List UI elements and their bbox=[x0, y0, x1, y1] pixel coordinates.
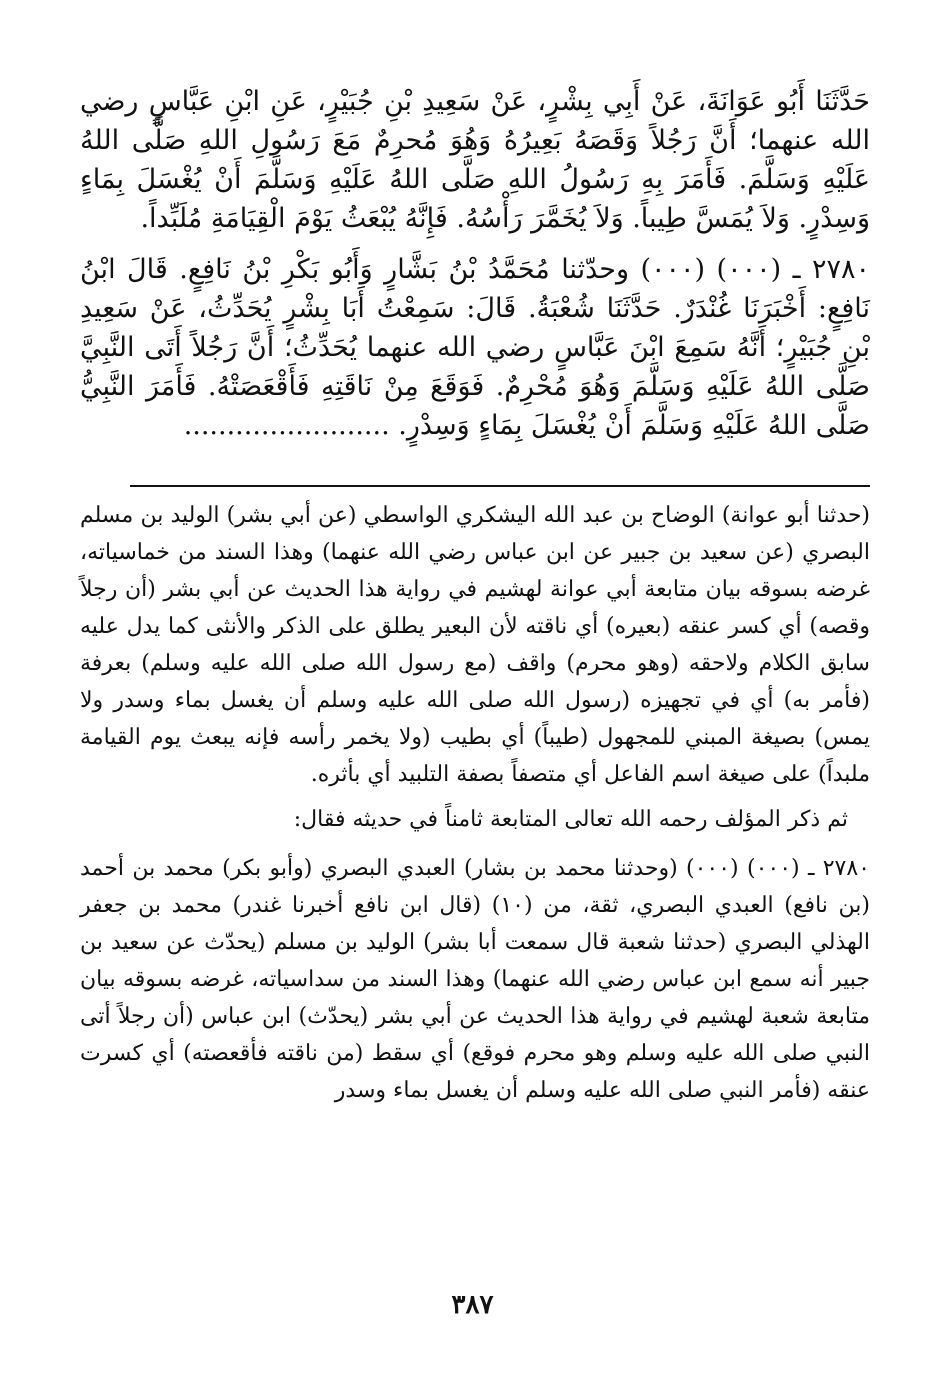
matn-hadith-a: حَدَّثَنَا أَبُو عَوَانَةَ، عَنْ أَبِي بِشْرٍ، عَنْ سَعِيدِ بْنِ جُبَيْرٍ، عَنِ ابْنِ عَبَّاسٍ رضي الله عنهما؛ أَنَّ رَجُلاً وَقَصَهُ بَعِيرُهُ وَهُوَ مُحرِمٌ مَعَ رَسُولِ اللهِ صَلَّى اللهُ عَلَيْهِ وَسَلَّمَ. فَأَمَرَ بِهِ رَسُولُ اللهِ صَلَّى اللهُ عَلَيْهِ وَسَلَّمَ أَنْ يُغْسَلَ بِمَاءٍ وَسِدْرٍ. وَلاَ يُمَسَّ طِيباً. وَلاَ يُخَمَّرَ رَأْسُهُ. فَإِنَّهُ يُبْعَثُ يَوْمَ الْقِيَامَةِ مُلَبِّداً. bbox=[80, 86, 870, 234]
sharh-paragraph-1: (حدثنا أبو عوانة) الوضاح بن عبد الله اليشكري الواسطي (عن أبي بشر) الوليد بن مسلم البصري (عن سعيد بن جبير عن ابن عباس رضي الله عنهما) وهذا السند من خماسياته، غرضه بسوقه بيان متابعة أبي عوانة لهشيم في رواية هذا الحديث عن أبي بشر (أن رجلاً وقصه) أي كسر عنقه (بعيره) أي ناقته لأن البعير يطلق على الذكر والأنثى كما يدل عليه سابق الكلام ولاحقه (وهو محرم) واقف (مع رسول الله صلى الله عليه وسلم) بعرفة (فأمر به) أي في تجهيزه (رسول الله صلى الله عليه وسلم أن يغسل بماء وسدر ولا يمس) بصيغة المبني للمجهول (طيباً) أي بطيب (ولا يخمر رأسه فإنه يبعث يوم القيامة ملبداً) على صيغة اسم الفاعل أي متصفاً بصفة التلبيد أي بأثره. bbox=[80, 503, 870, 787]
page-body bbox=[80, 82, 870, 1109]
footnote-divider bbox=[130, 485, 870, 487]
sharh-intro: ثم ذكر المؤلف رحمه الله تعالى المتابعة ثامناً في حديثه فقال: bbox=[293, 807, 848, 832]
matn-hadith-b: ٢٧٨٠ ـ (٠٠٠) (٠٠٠) وحدّثنا مُحَمَّدُ بْنُ بَشَّارٍ وَأَبُو بَكْرِ بْنُ نَافِعٍ. قَالَ ابْنُ نَافِعٍ: أَخْبَرَنَا غُنْدَرٌ. حَدَّثَنَا شُعْبَةُ. قَالَ: سَمِعْتُ أَبَا بِشْرٍ يُحَدِّثُ، عَنْ سَعِيدِ بْنِ جُبَيْرٍ؛ أَنَّهُ سَمِعَ ابْنَ عَبَّاسٍ رضي الله عنهما يُحَدِّثُ؛ أَنَّ رَجُلاً أَتَى النَّبِيَّ صَلَّى اللهُ عَلَيْهِ وَسَلَّمَ وَهُوَ مُحْرِمٌ. فَوَقَعَ مِنْ نَاقَتِهِ فَأَقْعَصَتْهُ. فَأَمَرَ النَّبِيُّ صَلَّى اللهُ عَلَيْهِ وَسَلَّمَ أَنْ يُغْسَلَ بِمَاءٍ وَسِدْرٍ. ........................ bbox=[80, 254, 871, 441]
sharh-paragraph-2: ٢٧٨٠ ـ (٠٠٠) (٠٠٠) (وحدثنا محمد بن بشار) العبدي البصري (وأبو بكر) محمد بن أحمد (بن نافع) العبدي البصري، ثقة، من (١٠) (قال ابن نافع أخبرنا غندر) محمد بن جعفر الهذلي البصري (حدثنا شعبة قال سمعت أبا بشر) الوليد بن مسلم (يحدّث عن سعيد بن جبير أنه سمع ابن عباس رضي الله عنهما) وهذا السند من سداسياته، غرضه بسوقه بيان متابعة شعبة لهشيم في رواية هذا الحديث عن أبي بشر (يحدّث) ابن عباس (أن رجلاً أتى النبي صلى الله عليه وسلم وهو محرم فوقع) أي سقط (من ناقته فأقعصته) أي كسرت عنقه (فأمر النبي صلى الله عليه وسلم أن يغسل بماء وسدر bbox=[80, 856, 870, 1103]
page-number: ٣٨٧ bbox=[451, 1290, 494, 1320]
